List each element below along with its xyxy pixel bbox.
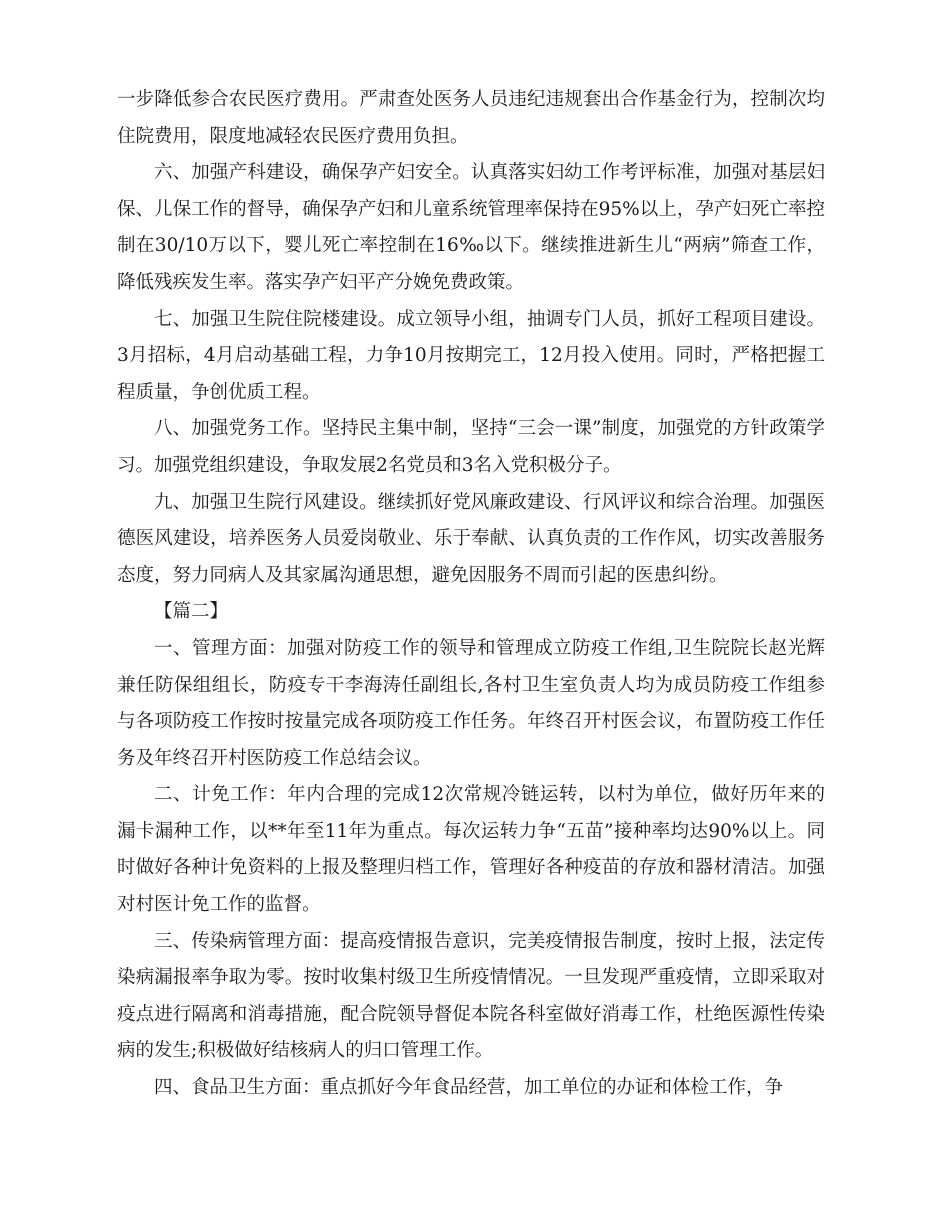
section-heading: 【篇二】 (154, 601, 229, 623)
paragraph-item-7: 七、加强卫生院住院楼建设。成立领导小组，抽调专门人员，抓好工程项目建设。3月招标，4月启动基础工程，力争10月按期完工，12月投入使用。同时，严格把握工程质量，争创优质工程。 (117, 308, 825, 403)
paragraph-section2-item-3: 三、传染病管理方面：提高疫情报告意识，完美疫情报告制度，按时上报，法定传染病漏报率争取为零。按时收集村级卫生所疫情情况。一旦发现严重疫情，立即采取对疫点进行隔离和消毒措施，配合院领导督促本院各科室做好消毒工作，杜绝医源性传染病的发生;积极做好结核病人的归口管理工作。 (117, 930, 825, 1062)
paragraph-item-9: 九、加强卫生院行风建设。继续抓好党风廉政建设、行风评议和综合治理。加强医德医风建设，培养医务人员爱岗敬业、乐于奉献、认真负责的工作作风，切实改善服务态度，努力同病人及其家属沟通思想，避免因服务不周而引起的医患纠纷。 (117, 491, 825, 586)
paragraph-item-6: 六、加强产科建设，确保孕产妇安全。认真落实妇幼工作考评标准，加强对基层妇保、儿保工作的督导，确保孕产妇和儿童系统管理率保持在95%以上，孕产妇死亡率控制在30/10万以下，婴儿死亡率控制在16‰以下。继续推进新生儿“两病”筛查工作，降低残疾发生率。落实孕产妇平产分娩免费政策。 (117, 162, 825, 293)
paragraph-continuation: 一步降低参合农民医疗费用。严肃查处医务人员违纪违规套出合作基金行为，控制次均住院费用，限度地减轻农民医疗费用负担。 (117, 89, 825, 147)
paragraph-item-8: 八、加强党务工作。坚持民主集中制，坚持“三会一课”制度，加强党的方针政策学习。加强党组织建设，争取发展2名党员和3名入党积极分子。 (117, 418, 825, 476)
paragraph-section2-item-2: 二、计免工作：年内合理的完成12次常规冷链运转，以村为单位，做好历年来的漏卡漏种工作，以**年至11年为重点。每次运转力争“五苗”接种率均达90%以上。同时做好各种计免资料的上报及整理归档工作，管理好各种疫苗的存放和器材清洁。加强对村医计免工作的监督。 (117, 784, 825, 916)
document-body (117, 82, 825, 1107)
paragraph-section2-item-4: 四、食品卫生方面：重点抓好今年食品经营，加工单位的办证和体检工作，争 (154, 1077, 784, 1099)
paragraph-section2-item-1: 一、管理方面：加强对防疫工作的领导和管理成立防疫工作组,卫生院院长赵光辉兼任防保组组长，防疫专干李海涛任副组长,各村卫生室负责人均为成员防疫工作组参与各项防疫工作按时按量完成各项防疫工作任务。年终召开村医会议，布置防疫工作任务及年终召开村医防疫工作总结会议。 (117, 637, 825, 769)
